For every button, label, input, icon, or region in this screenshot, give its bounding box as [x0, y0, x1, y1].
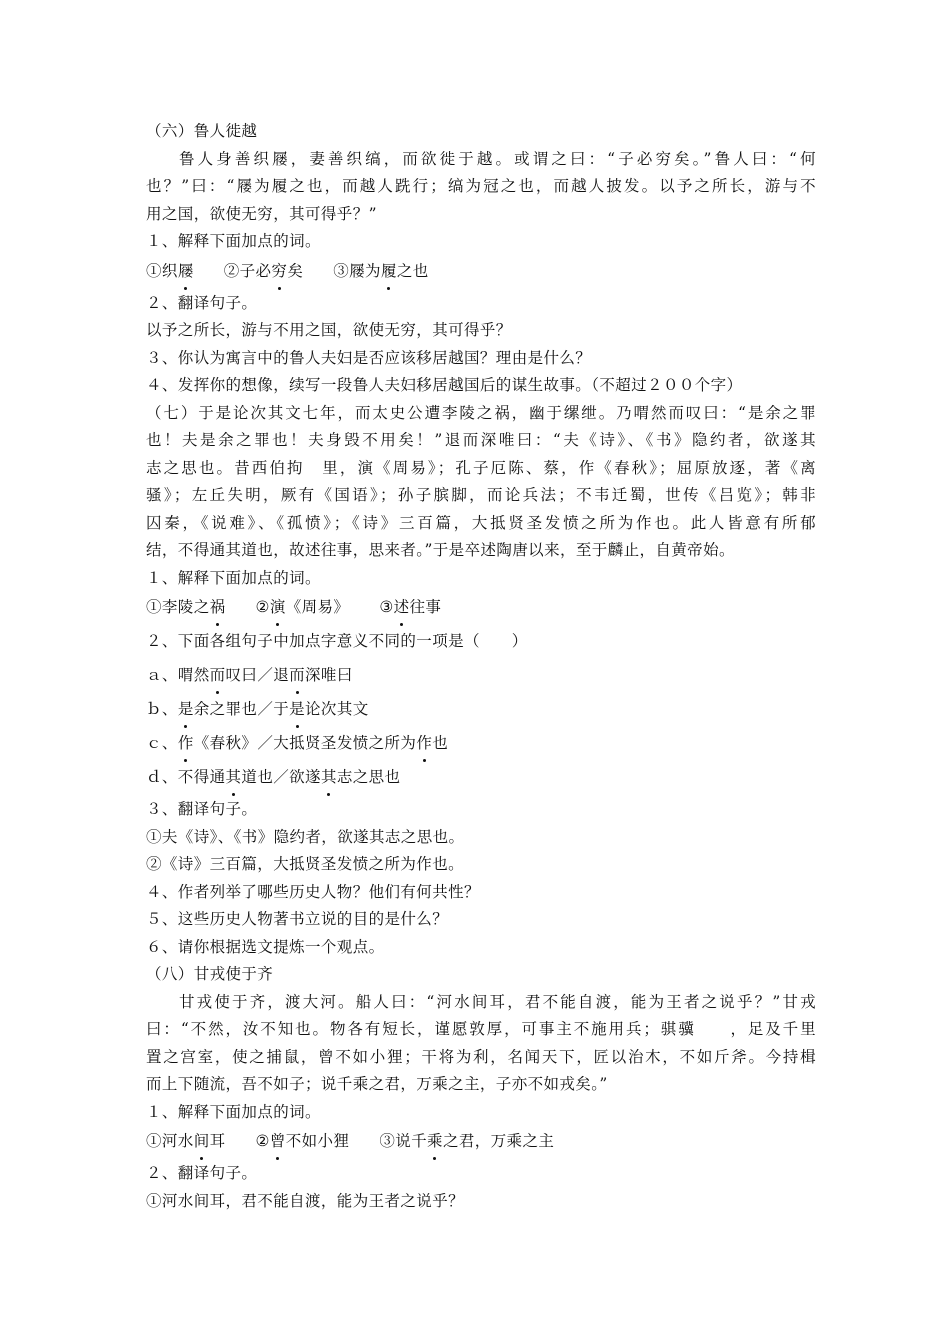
option-d: ｄ、不得通其道也／欲遂其志之思也: [146, 762, 816, 796]
passage-line: 囚秦，《说难》、《孤愤》；《诗》三百篇，大抵贤圣发愤之所为作也。此人皆意有所郁: [146, 513, 816, 532]
passage-line: 志之思也。昔西伯拘 里，演《周易》；孔子厄陈、蔡，作《春秋》；屈原放逐，著《离: [146, 458, 816, 477]
dotted-char: 是: [178, 694, 194, 724]
question-3: ３、你认为寓言中的鲁人夫妇是否应该移居越国？理由是什么？: [146, 348, 592, 367]
vocab-items: ①织屦 ②子必穷矣 ③屦为履之也: [146, 256, 816, 290]
dotted-char: 其: [226, 762, 242, 792]
question-6: ６、请你根据选文提炼一个观点。: [146, 937, 385, 956]
option-c: ｃ、作《春秋》／大抵贤圣发愤之所为作也: [146, 728, 816, 762]
section-title-6: （六）鲁人徙越: [146, 122, 258, 140]
passage-line: 而上下随流，吾不如子；说千乘之君，万乘之主，子亦不如戎矣。”: [146, 1075, 608, 1093]
dotted-char: 曾: [270, 1126, 286, 1156]
dotted-char: 间: [194, 1126, 210, 1156]
passage-line: 甘戎使于齐，渡大河。船人曰：“河水间耳，君不能自渡，能为王者之说乎？”甘戎: [179, 992, 816, 1011]
passage-line: （七）于是论次其文七年，而太史公遭李陵之祸，幽于缧绁。乃喟然而叹曰：“是余之罪: [146, 403, 816, 422]
option-b: ｂ、是余之罪也／于是论次其文: [146, 694, 816, 728]
question-1: １、解释下面加点的词。: [146, 1102, 321, 1121]
dotted-char: 穷: [271, 256, 287, 286]
option-a: ａ、喟然而叹曰／退而深唯曰: [146, 660, 816, 694]
dotted-char: 祸: [210, 592, 226, 622]
question-5: ５、这些历史人物著书立说的目的是什么？: [146, 910, 449, 928]
document-page: [146, 118, 816, 1215]
question-1: １、解释下面加点的词。: [146, 568, 321, 587]
dotted-char: 屦: [178, 256, 194, 286]
translate-sentence: ②《诗》三百篇，大抵贤圣发愤之所为作也。: [146, 855, 465, 873]
dotted-char: 其: [321, 762, 337, 792]
vocab-items: ①河水间耳 ②曾不如小狸 ③说千乘之君，万乘之主: [146, 1126, 816, 1160]
question-4: ４、作者列举了哪些历史人物？他们有何共性？: [146, 882, 480, 901]
dotted-char: 乘: [427, 1126, 443, 1156]
dotted-char: 作: [416, 728, 432, 758]
translate-sentence: ①夫《诗》、《书》隐约者，欲遂其志之思也。: [146, 827, 465, 846]
dotted-char: 作: [178, 728, 194, 758]
question-2: ２、翻译句子。: [146, 293, 258, 312]
passage-line: 骚》；左丘失明，厥有《国语》；孙子膑脚，而论兵法；不韦迁蜀，世传《吕览》；韩非: [146, 486, 816, 504]
dotted-char: 是: [289, 694, 305, 724]
section-title-8: （八）甘戎使于齐: [146, 965, 274, 983]
question-4: ４、发挥你的想像，续写一段鲁人夫妇移居越国后的谋生故事。（不超过２００个字）: [146, 376, 743, 394]
dotted-char: 而: [210, 660, 226, 690]
passage-line: 也！夫是余之罪也！夫身毁不用矣！”退而深唯曰：“夫《诗》、《书》隐约者，欲遂其: [146, 431, 816, 449]
question-2: ２、翻译句子。: [146, 1164, 258, 1182]
question-1: １、解释下面加点的词。: [146, 232, 321, 250]
dotted-char: 履: [381, 256, 397, 286]
passage-line: 鲁人身善织屦，妻善织缟，而欲徙于越。或谓之曰：“子必穷矣。”鲁人曰：“何: [179, 149, 816, 168]
vocab-items: ①李陵之祸 ②演《周易》 ③述往事: [146, 592, 816, 626]
dotted-char: 而: [289, 660, 305, 690]
passage-line: 也？”曰：“屦为履之也，而越人跣行；缟为冠之也，而越人披发。以予之所长，游与不: [146, 177, 816, 195]
question-2: ２、下面各组句子中加点字意义不同的一项是（ ）: [146, 632, 528, 650]
passage-line: 用之国，欲使无穷，其可得乎？”: [146, 204, 377, 223]
question-3: ３、翻译句子。: [146, 800, 258, 818]
translate-sentence: 以予之所长，游与不用之国，欲使无穷，其可得乎？: [146, 321, 512, 339]
passage-line: 曰：“不然，汝不知也。物各有短长，谨愿敦厚，可事主不施用兵；骐骥 ，足及千里: [146, 1020, 816, 1038]
passage-line: 结，不得通其道也，故述往事，思来者。”于是卒述陶唐以来，至于麟止，自黄帝始。: [146, 541, 735, 559]
translate-sentence: ①河水间耳，君不能自渡，能为王者之说乎？: [146, 1191, 465, 1210]
dotted-char: 述: [394, 592, 410, 622]
passage-line: 置之宫室，使之捕鼠，曾不如小狸；干将为利，名闻天下，匠以治木，不如斤斧。今持楫: [146, 1047, 816, 1066]
dotted-char: 演: [270, 592, 286, 622]
